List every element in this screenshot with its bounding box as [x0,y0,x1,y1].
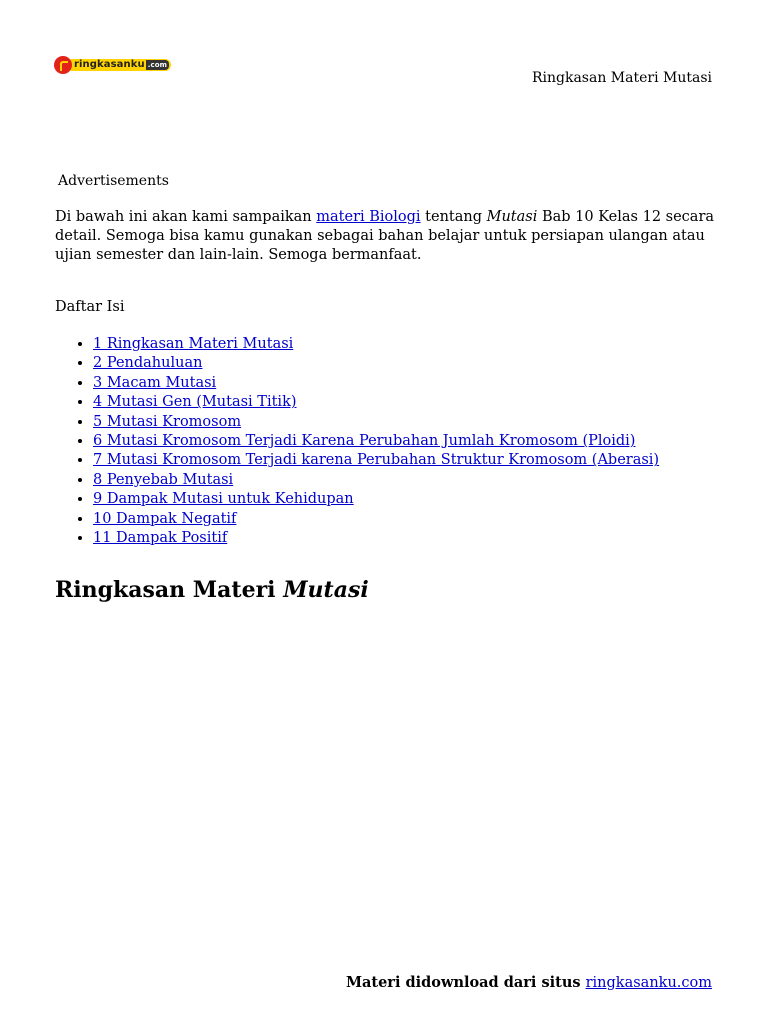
logo-wordmark [70,59,171,71]
toc-item [93,451,659,470]
header-title: Ringkasan Materi Mutasi [531,70,712,86]
logo-text: ringkasanku [74,59,145,70]
intro-text-middle: tentang [420,209,487,225]
toc-item [93,374,659,393]
intro-text-end: Bab 10 Kelas 12 secara detail. Semoga bisa kamu gunakan sebagai bahan belajar untuk persiapan ulangan atau ujian semester dan lain-lain. Semoga bermanfaat. [55,209,715,263]
materi-biologi-link[interactable]: materi Biologi [316,209,421,225]
toc-link-6[interactable]: 6 Mutasi Kromosom Terjadi Karena Perubahan Jumlah Kromosom (Ploidi) [93,433,636,450]
table-of-contents [55,335,659,548]
intro-paragraph [55,208,715,265]
toc-link-11[interactable]: 11 Dampak Positif [93,530,228,547]
toc-item [93,335,659,354]
toc-link-7[interactable]: 7 Mutasi Kromosom Terjadi karena Perubahan Struktur Kromosom (Aberasi) [93,452,660,469]
toc-link-10[interactable]: 10 Dampak Negatif [93,510,237,527]
toc-item [93,529,659,548]
footer-site-link[interactable]: ringkasanku.com [585,975,712,991]
intro-text-start: Di bawah ini akan kami sampaikan [55,209,317,225]
footer-prefix: Materi didownload dari situs [345,974,586,991]
toc-link-2[interactable]: 2 Pendahuluan [93,355,203,372]
toc-link-1[interactable]: 1 Ringkasan Materi Mutasi [93,336,294,352]
toc-link-5[interactable]: 5 Mutasi Kromosom [93,413,242,430]
toc-link-9[interactable]: 9 Dampak Mutasi untuk Kehidupan [93,491,354,508]
intro-emphasis: Mutasi [486,209,538,225]
section-heading-emphasis: Mutasi [283,577,369,603]
toc-link-4[interactable]: 4 Mutasi Gen (Mutasi Titik) [93,394,297,411]
toc-item [93,393,659,412]
toc-item [93,413,659,432]
toc-item [93,490,659,509]
site-logo[interactable] [54,56,177,74]
footer-source [346,974,712,991]
section-heading [55,575,369,605]
toc-link-8[interactable]: 8 Penyebab Mutasi [93,471,234,488]
logo-suffix: .com [147,61,168,69]
logo-mark-icon [54,56,72,74]
section-heading-text: Ringkasan Materi [55,577,284,603]
toc-item [93,432,659,451]
advertisements-label: Advertisements [58,173,169,189]
toc-item [93,510,659,529]
toc-link-3[interactable]: 3 Macam Mutasi [93,374,217,391]
toc-item [93,354,659,373]
toc-title: Daftar Isi [55,299,125,315]
toc-item [93,471,659,490]
